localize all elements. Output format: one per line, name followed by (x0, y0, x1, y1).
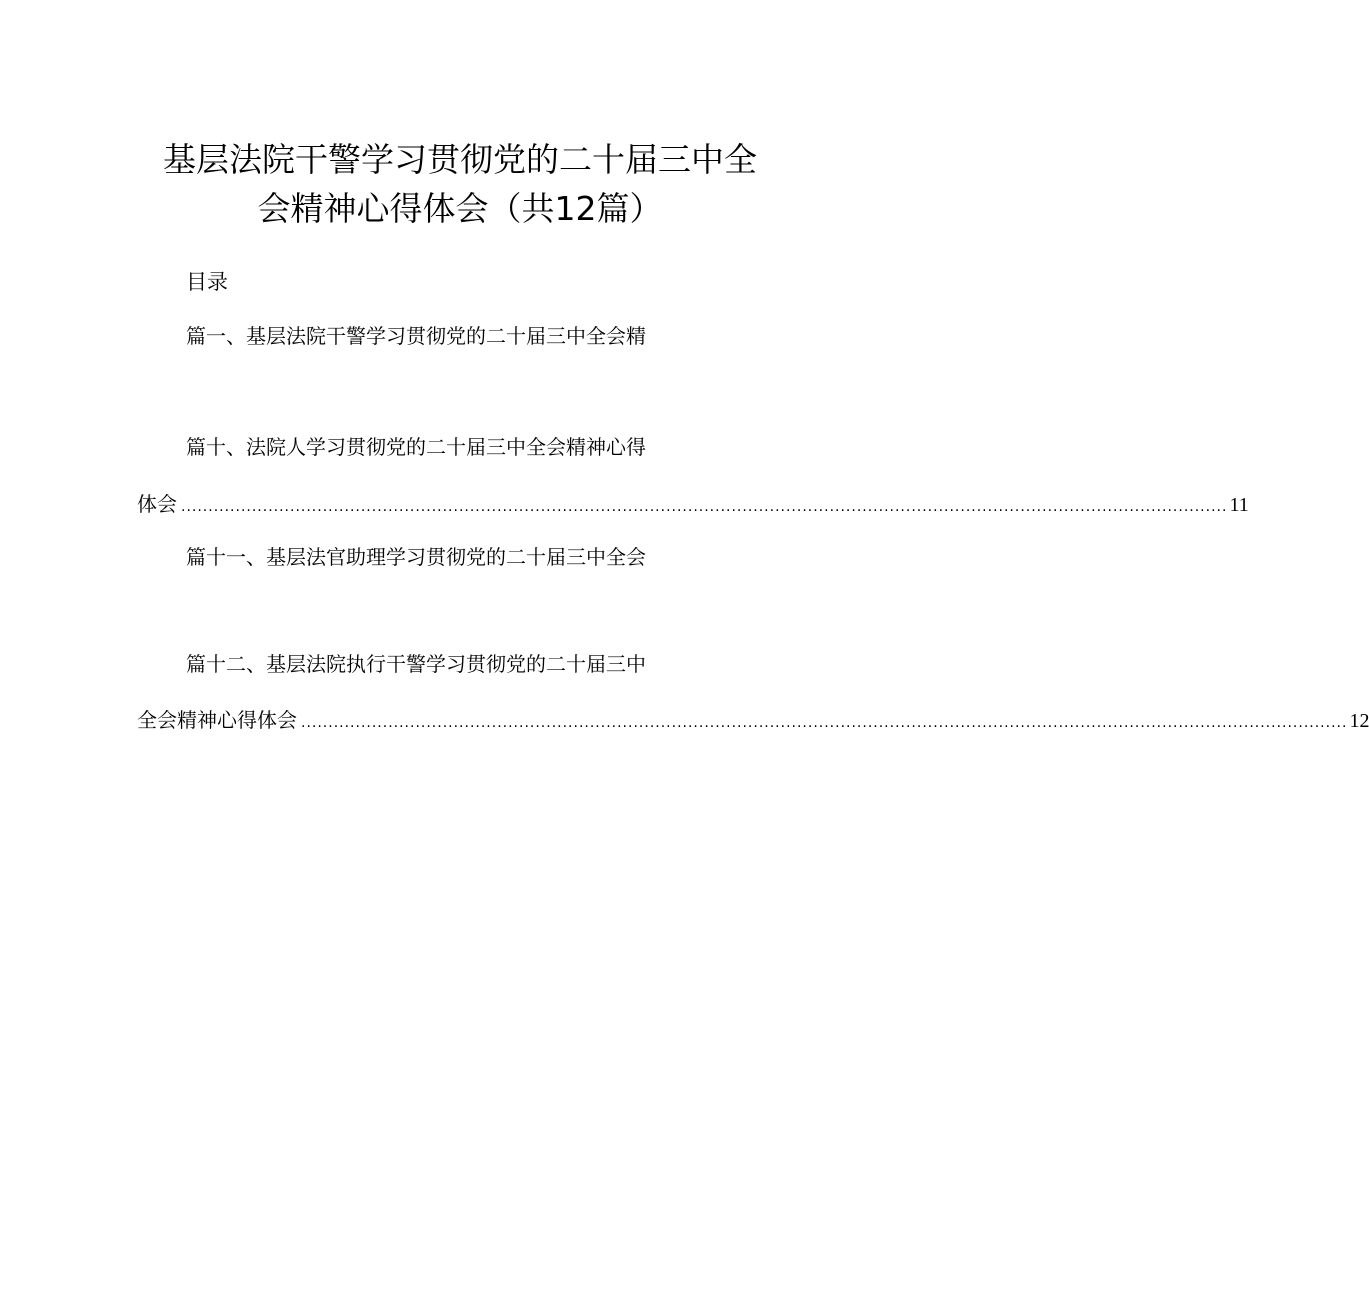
toc-entry-10-continuation[interactable] (137, 490, 1249, 521)
toc-entry-12-continuation[interactable] (137, 706, 1369, 737)
toc-entry-10-text: 体会 (137, 492, 177, 516)
toc-page-number: 11 (1229, 494, 1249, 516)
toc-entry-1[interactable]: 篇一、基层法院干警学习贯彻党的二十届三中全会精 (186, 324, 646, 348)
toc-dot-leader: ................................................................................................................................................................................................ (301, 715, 1348, 731)
toc-dot-leader: ................................................................................................................................................................................................ (181, 499, 1228, 515)
document-title-line-1: 基层法院干警学习贯彻党的二十届三中全 (163, 140, 757, 179)
toc-entry-11[interactable]: 篇十一、基层法官助理学习贯彻党的二十届三中全会 (186, 545, 646, 569)
toc-entry-12-text: 全会精神心得体会 (137, 708, 297, 732)
toc-page-number: 12 (1349, 710, 1369, 732)
toc-heading: 目录 (186, 270, 228, 294)
toc-entry-10[interactable]: 篇十、法院人学习贯彻党的二十届三中全会精神心得 (186, 435, 646, 459)
toc-entry-12[interactable]: 篇十二、基层法院执行干警学习贯彻党的二十届三中 (186, 652, 646, 676)
document-title-line-2: 会精神心得体会（共12篇） (257, 189, 663, 228)
